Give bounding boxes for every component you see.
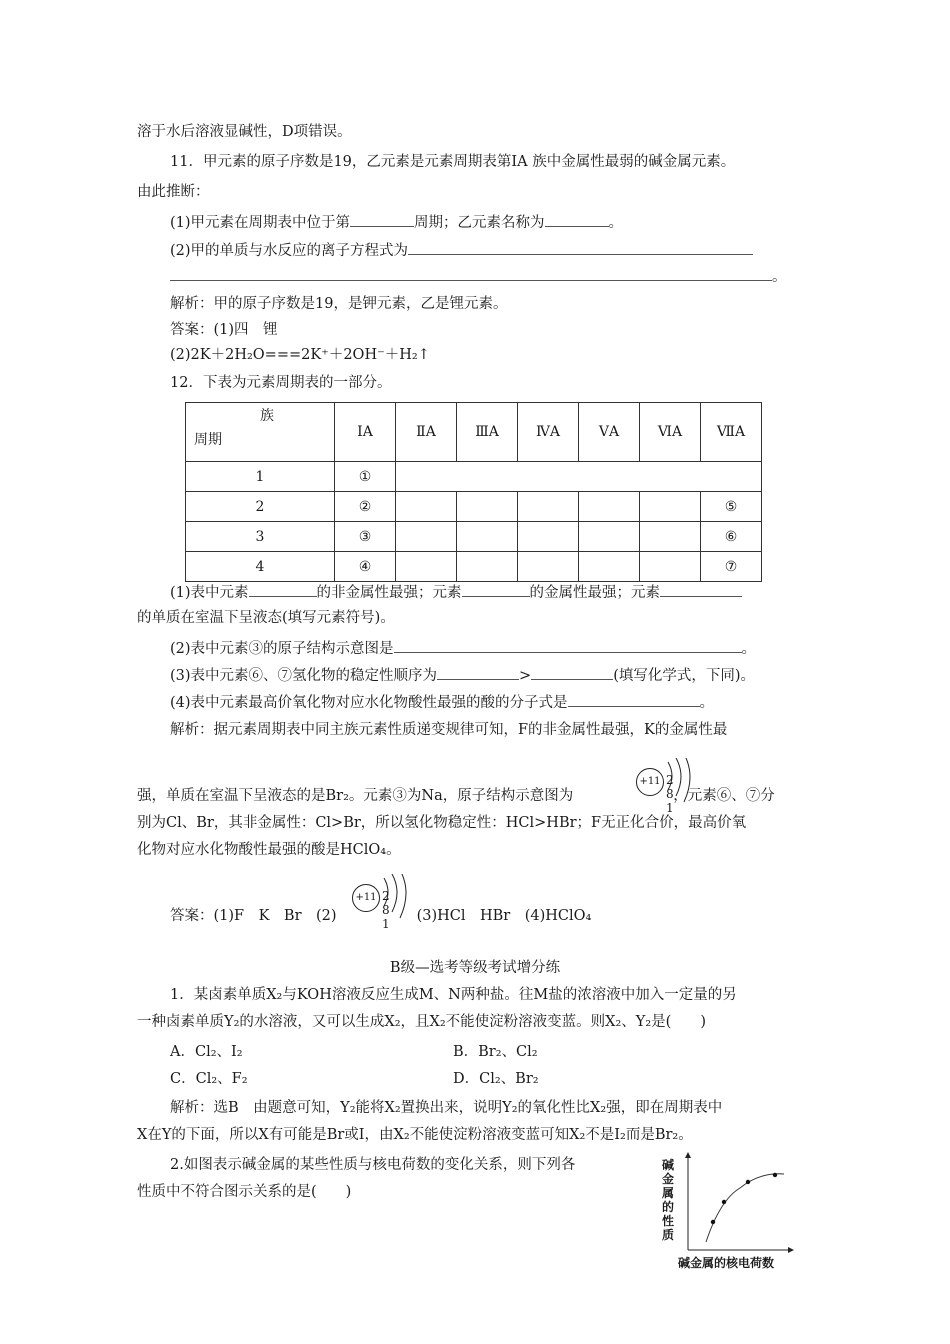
table-row (186, 492, 762, 522)
option-a[interactable]: A．Cl₂、I₂ (170, 1044, 243, 1060)
q12-analysis-line4: 化物对应水化物酸性最强的酸是HClO₄。 (137, 842, 401, 858)
q12-analysis-2a: 强，单质在室温下呈液态的是Br₂。元素③为Na，原子结构示意图为 (137, 788, 574, 804)
q11-p2: (2)甲的单质与水反应的离子方程式为 (170, 243, 409, 259)
period-mark: 。 (741, 641, 757, 657)
q12-analysis-2b: ，元素⑥、⑦分 (673, 788, 775, 804)
b-q1-stem-line1: 1．某卤素单质X₂与KOH溶液反应生成M、N两种盐。往M盐的浓溶液中加入一定量的另 (170, 987, 737, 1003)
q12-p1-a: (1)表中元素 (170, 585, 249, 601)
q11-p1-b: 周期；乙元素名称为 (414, 215, 545, 231)
group-header: ⅥA (640, 403, 701, 462)
element-cell: ③ (335, 522, 396, 552)
graph-x-label: 碱金属的核电荷数 (678, 1256, 775, 1270)
answer-blank[interactable] (568, 692, 700, 707)
answer-blank[interactable] (437, 665, 519, 680)
answer-blank[interactable] (660, 582, 742, 597)
period-mark: 。 (699, 695, 715, 711)
q11-stem-line2: 由此推断： (137, 184, 210, 200)
answer-blank[interactable] (249, 582, 317, 597)
group-header: ⅠA (335, 403, 396, 462)
periodic-table-excerpt (185, 402, 762, 582)
element-cell: ⑤ (701, 492, 762, 522)
q12-part1 (170, 582, 742, 603)
q12-p1-d: 的单质在室温下呈液态(填写元素符号)。 (137, 610, 395, 626)
section-b-title: B级—选考等级考试增分练 (389, 960, 561, 976)
answer-blank[interactable] (408, 240, 753, 255)
b-q1-analysis-line1: 解析：选B 由题意可知，Y₂能将X₂置换出来，说明Y₂的氧化性比X₂强，即在周期表中 (170, 1100, 723, 1116)
q11-answer1: 答案：(1)四 锂 (170, 322, 278, 338)
option-d[interactable]: D．Cl₂、Br₂ (453, 1071, 539, 1087)
group-header: ⅤA (579, 403, 640, 462)
period-cell: 1 (186, 462, 335, 492)
alkali-metal-trend-graph (660, 1150, 795, 1270)
shell-electrons: 2 8 1 (666, 773, 676, 815)
group-header: ⅢA (457, 403, 518, 462)
b-q2-stem-line2: 性质中不符合图示关系的是( ) (137, 1184, 352, 1200)
q12-p3-b: (填写化学式，下同)。 (613, 668, 756, 684)
element-cell: ① (335, 462, 396, 492)
answer-blank[interactable] (394, 638, 742, 653)
q12-p1-b: 的非金属性最强；元素 (316, 585, 462, 601)
q11-part2-cont (170, 266, 787, 287)
q12-stem: 12．下表为元素周期表的一部分。 (170, 375, 392, 391)
q11-stem-line1: 11．甲元素的原子序数是19，乙元素是元素周期表第ⅠA 族中金属性最弱的碱金属元素。 (170, 154, 736, 170)
period-cell: 2 (186, 492, 335, 522)
shell-electrons: 2 8 1 (382, 889, 392, 931)
q12-part3 (170, 665, 755, 686)
gt-sign: > (519, 668, 532, 684)
group-header: ⅦA (701, 403, 762, 462)
q12-part2 (170, 638, 756, 659)
q12-answer-b: (3)HCl HBr (4)HClO₄ (416, 908, 592, 924)
table-corner (186, 403, 335, 462)
answer-blank[interactable] (531, 665, 613, 680)
option-b[interactable]: B．Br₂、Cl₂ (453, 1044, 538, 1060)
q12-p4: (4)表中元素最高价氧化物对应水化物酸性最强的酸的分子式是 (170, 695, 568, 711)
empty-merged-cell (396, 462, 762, 492)
graph-y-label: 碱金属的性质 (662, 1158, 675, 1242)
table-row (186, 462, 762, 492)
q12-part4 (170, 692, 714, 713)
q12-p3-a: (3)表中元素⑥、⑦氢化物的稳定性顺序为 (170, 668, 438, 684)
q11-part1 (170, 212, 623, 233)
q11-answer2: (2)2K＋2H₂O===2K⁺＋2OH⁻＋H₂↑ (170, 347, 430, 363)
period-cell: 4 (186, 552, 335, 582)
trend-curve-graph (660, 1150, 795, 1260)
q12-analysis-line1: 解析：据元素周期表中同主族元素性质递变规律可知，F的非金属性最强，K的金属性最 (170, 722, 728, 738)
b-q1-analysis-line2: X在Y的下面，所以X有可能是Br或I，由X₂不能使淀粉溶液变蓝可知X₂不是I₂而是Br₂。 (137, 1127, 693, 1143)
element-cell: ④ (335, 552, 396, 582)
q11-p1-a: (1)甲元素在周期表中位于第 (170, 215, 351, 231)
answer-blank[interactable] (170, 266, 772, 281)
element-cell: ② (335, 492, 396, 522)
b-q1-stem-line2: 一种卤素单质Y₂的水溶液，又可以生成X₂，且X₂不能使淀粉溶液变蓝。则X₂、Y₂是( ) (137, 1014, 706, 1030)
corner-group-label: 族 (260, 408, 274, 424)
answer-blank[interactable] (462, 582, 530, 597)
group-header: ⅡA (396, 403, 457, 462)
answer-blank[interactable] (545, 212, 609, 227)
answer-blank[interactable] (350, 212, 414, 227)
nucleus: +11 (636, 768, 664, 796)
q12-answer-a: 答案：(1)F K Br (2) (170, 908, 337, 924)
q11-analysis: 解析：甲的原子序数是19，是钾元素，乙是锂元素。 (170, 296, 508, 312)
option-c[interactable]: C．Cl₂、F₂ (170, 1071, 248, 1087)
q11-p1-c: 。 (608, 215, 624, 231)
q12-p1-c: 的金属性最强；元素 (529, 585, 661, 601)
element-cell: ⑦ (701, 552, 762, 582)
q11-part2 (170, 240, 753, 261)
table-row (186, 522, 762, 552)
q12-p2: (2)表中元素③的原子结构示意图是 (170, 641, 394, 657)
corner-period-label: 周期 (194, 432, 222, 448)
period-cell: 3 (186, 522, 335, 552)
group-header: ⅣA (518, 403, 579, 462)
table-row (186, 552, 762, 582)
element-cell: ⑥ (701, 522, 762, 552)
period-mark: 。 (772, 269, 787, 285)
nucleus: +11 (352, 884, 380, 912)
b-q2-stem-line1: 2.如图表示碱金属的某些性质与核电荷数的变化关系，则下列各 (170, 1157, 576, 1173)
q10-tail: 溶于水后溶液显碱性，D项错误。 (137, 124, 352, 140)
q12-analysis-line3: 别为Cl、Br，其非金属性：Cl>Br，所以氢化物稳定性：HCl>HBr；F无正化合价，最高价氧 (137, 815, 747, 831)
